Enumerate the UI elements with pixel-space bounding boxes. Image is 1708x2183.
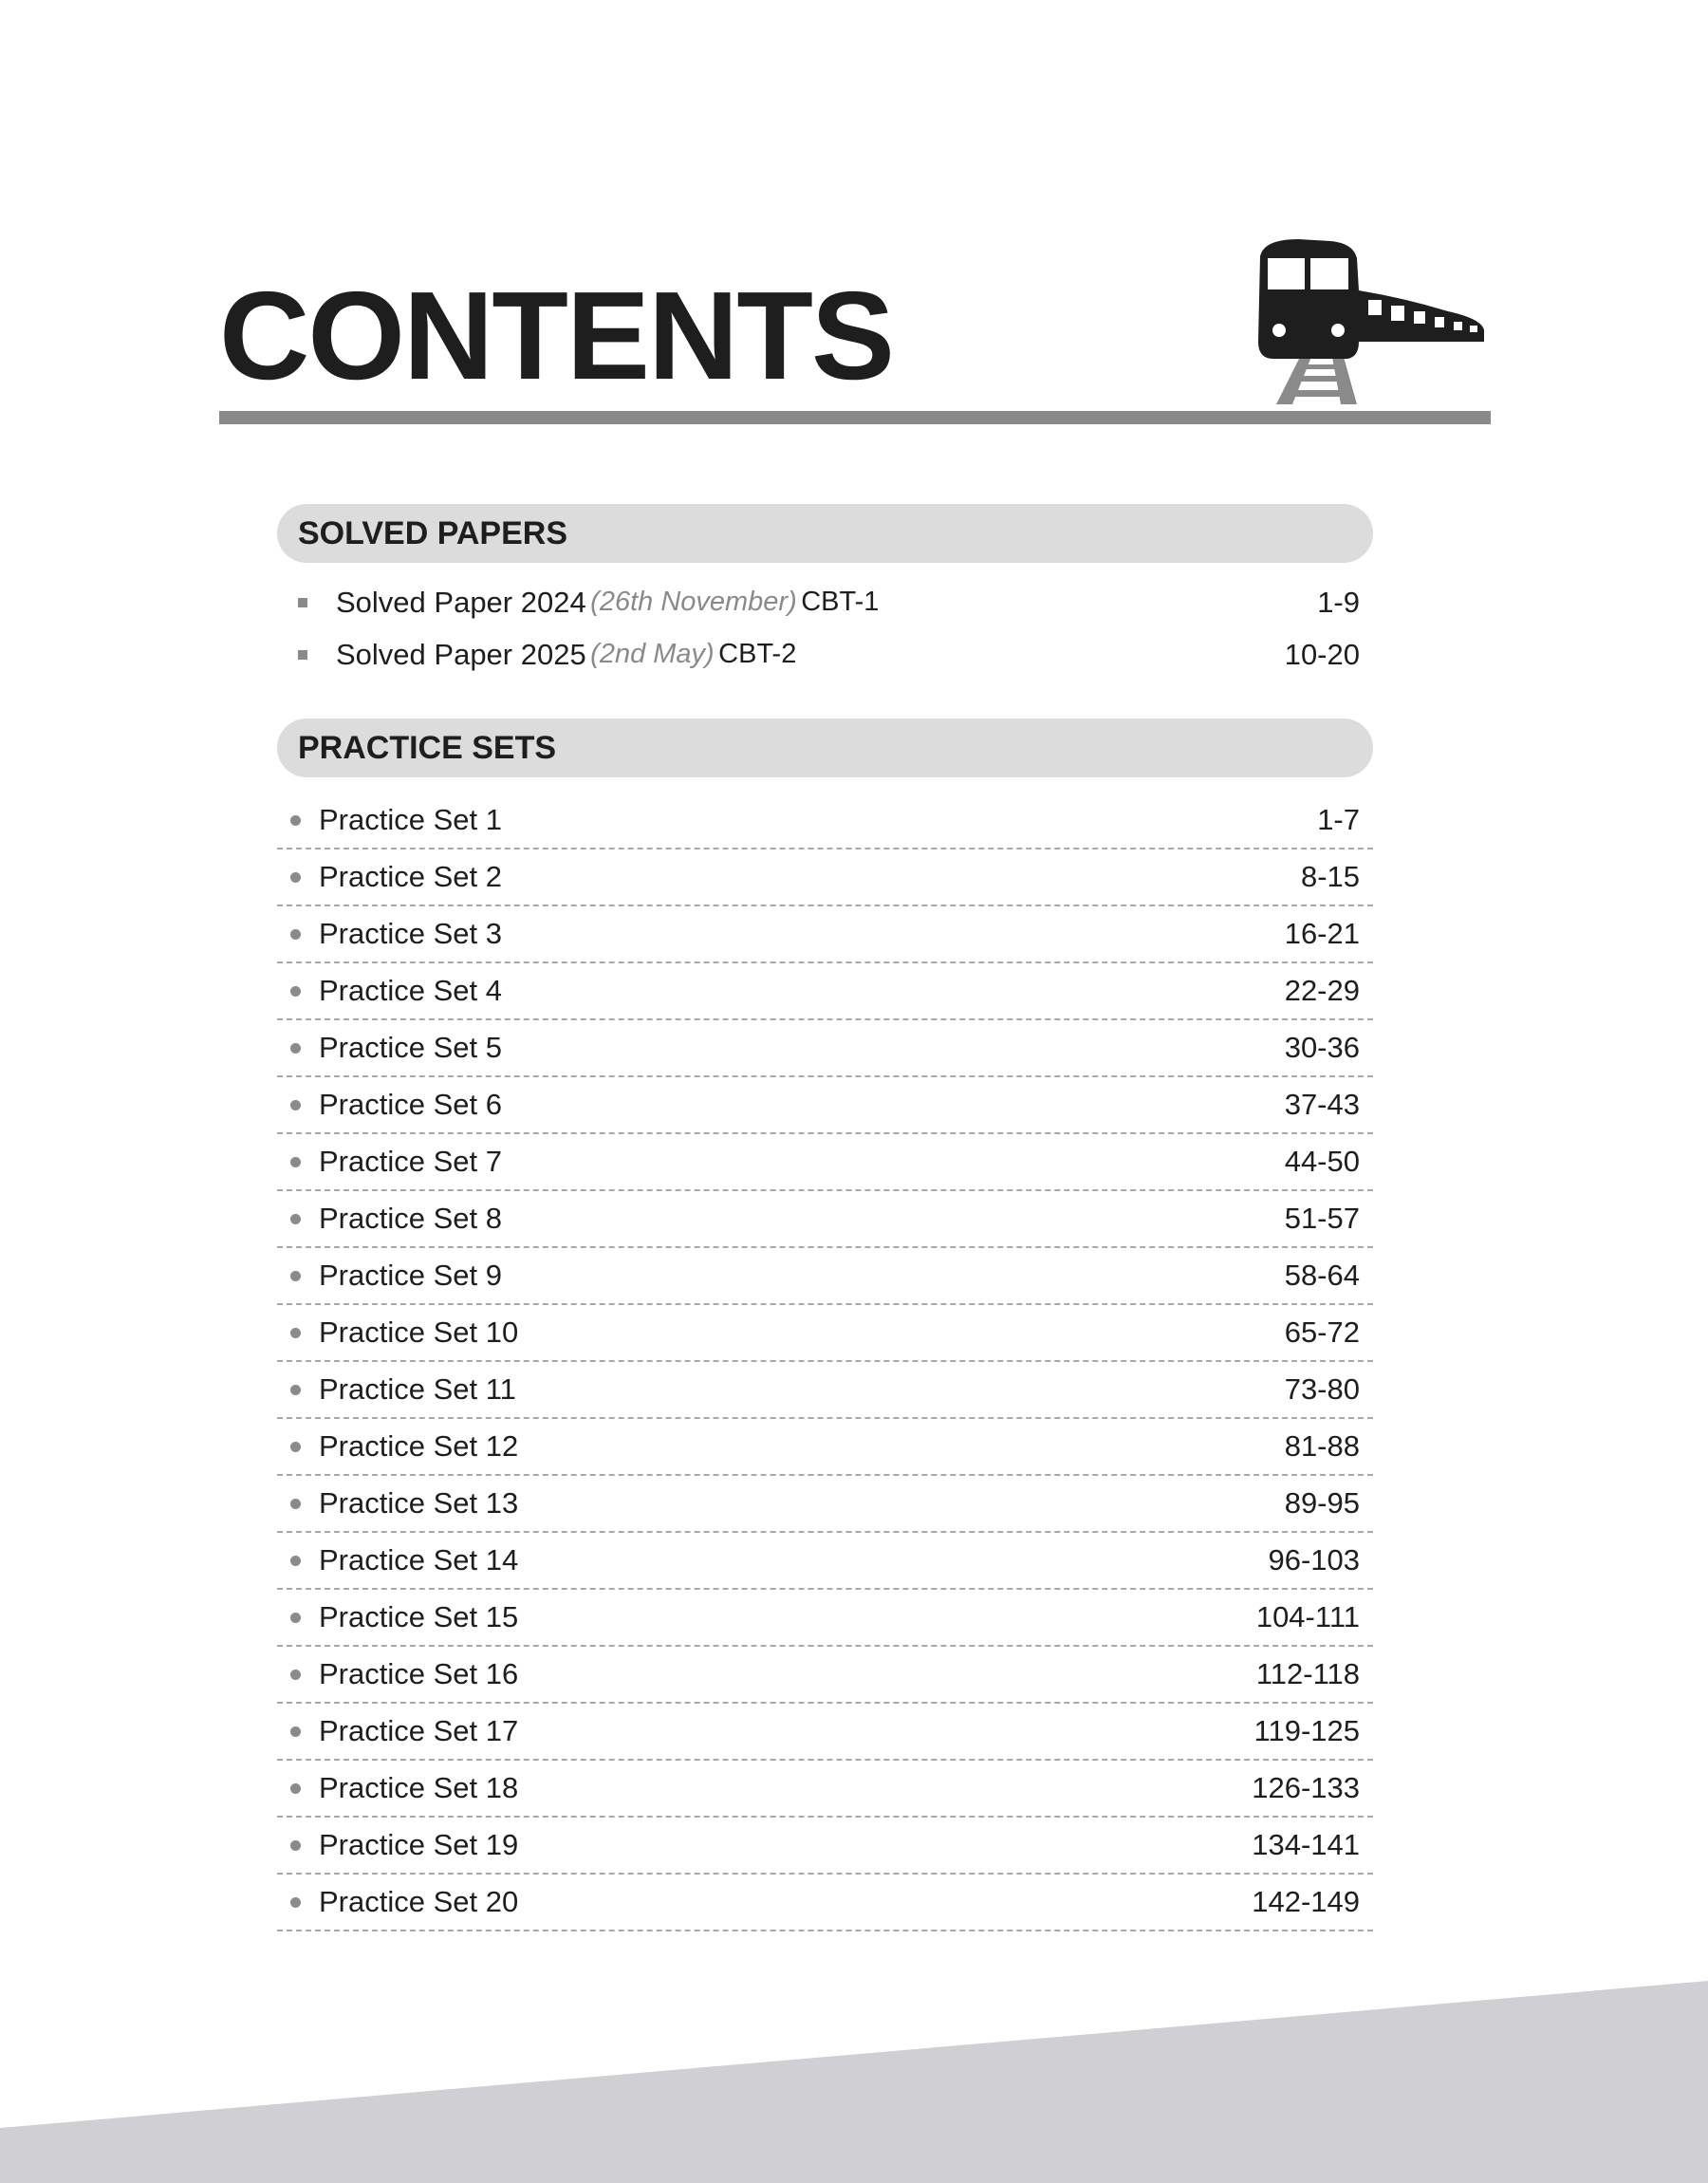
practice-set-pages: 30-36 <box>1284 1031 1360 1064</box>
practice-set-label: Practice Set 1 <box>319 803 502 836</box>
practice-set-row <box>277 906 1373 963</box>
practice-set-row <box>277 849 1373 906</box>
practice-set-label: Practice Set 19 <box>319 1828 519 1861</box>
dot-bullet-icon <box>290 1726 301 1737</box>
practice-set-row <box>277 1020 1373 1077</box>
solved-papers-section <box>277 504 1373 681</box>
practice-set-label: Practice Set 20 <box>319 1885 519 1918</box>
solved-papers-header <box>277 504 1373 563</box>
solved-paper-label: Solved Paper 2024 <box>336 585 586 619</box>
practice-set-pages: 65-72 <box>1284 1315 1360 1349</box>
practice-set-label: Practice Set 15 <box>319 1600 519 1633</box>
practice-set-row <box>277 1248 1373 1305</box>
practice-set-pages: 58-64 <box>1284 1259 1360 1292</box>
practice-set-label: Practice Set 17 <box>319 1714 519 1747</box>
practice-set-row <box>277 963 1373 1020</box>
square-bullet-icon <box>298 650 307 660</box>
dot-bullet-icon <box>290 815 301 826</box>
practice-sets-section <box>277 718 1373 1931</box>
practice-set-row <box>277 1305 1373 1362</box>
dot-bullet-icon <box>290 1499 301 1509</box>
practice-set-pages: 126-133 <box>1252 1771 1360 1804</box>
practice-set-label: Practice Set 12 <box>319 1429 519 1463</box>
dot-bullet-icon <box>290 1328 301 1338</box>
practice-set-row <box>277 1134 1373 1191</box>
solved-paper-row <box>277 576 1373 628</box>
solved-papers-heading: SOLVED PAPERS <box>298 514 568 551</box>
practice-set-label: Practice Set 2 <box>319 860 502 893</box>
practice-set-row <box>277 1875 1373 1931</box>
practice-set-row <box>277 1077 1373 1134</box>
practice-set-label: Practice Set 13 <box>319 1486 519 1520</box>
practice-set-label: Practice Set 10 <box>319 1315 519 1349</box>
dot-bullet-icon <box>290 1783 301 1794</box>
practice-set-pages: 51-57 <box>1284 1202 1360 1235</box>
practice-set-pages: 142-149 <box>1252 1885 1360 1918</box>
page-title: CONTENTS <box>219 266 893 405</box>
practice-set-row <box>277 1590 1373 1647</box>
solved-paper-pages: 10-20 <box>1284 637 1360 671</box>
practice-set-label: Practice Set 11 <box>319 1372 516 1406</box>
solved-paper-row <box>277 628 1373 681</box>
dot-bullet-icon <box>290 1840 301 1851</box>
solved-paper-pages: 1-9 <box>1317 585 1360 619</box>
practice-sets-heading: PRACTICE SETS <box>298 729 557 766</box>
practice-set-label: Practice Set 9 <box>319 1259 502 1292</box>
dot-bullet-icon <box>290 1670 301 1680</box>
practice-set-row <box>277 793 1373 849</box>
title-rule <box>219 411 1491 424</box>
practice-set-pages: 96-103 <box>1268 1543 1360 1577</box>
practice-set-row <box>277 1761 1373 1818</box>
dot-bullet-icon <box>290 1613 301 1623</box>
practice-set-row <box>277 1647 1373 1704</box>
dot-bullet-icon <box>290 1271 301 1281</box>
practice-sets-list <box>277 793 1373 1931</box>
practice-set-row <box>277 1419 1373 1476</box>
dot-bullet-icon <box>290 1442 301 1452</box>
solved-paper-suffix: CBT-1 <box>801 587 880 617</box>
solved-paper-edition: (26th November) <box>590 587 797 617</box>
practice-set-row <box>277 1476 1373 1533</box>
practice-set-pages: 89-95 <box>1284 1486 1360 1520</box>
practice-set-label: Practice Set 6 <box>319 1088 502 1121</box>
practice-set-label: Practice Set 14 <box>319 1543 519 1577</box>
practice-set-pages: 104-111 <box>1255 1600 1360 1633</box>
practice-set-label: Practice Set 18 <box>319 1771 519 1804</box>
dot-bullet-icon <box>290 1385 301 1395</box>
practice-set-label: Practice Set 5 <box>319 1031 502 1064</box>
practice-set-row <box>277 1191 1373 1248</box>
practice-set-pages: 73-80 <box>1284 1372 1360 1406</box>
practice-set-label: Practice Set 16 <box>319 1657 519 1690</box>
practice-set-pages: 22-29 <box>1284 974 1360 1007</box>
practice-set-label: Practice Set 8 <box>319 1202 502 1235</box>
square-bullet-icon <box>298 598 307 607</box>
dot-bullet-icon <box>290 872 301 883</box>
practice-set-pages: 81-88 <box>1284 1429 1360 1463</box>
dot-bullet-icon <box>290 929 301 940</box>
practice-set-row <box>277 1533 1373 1590</box>
practice-set-pages: 112-118 <box>1255 1657 1360 1690</box>
dot-bullet-icon <box>290 1043 301 1054</box>
practice-sets-header <box>277 718 1373 777</box>
solved-paper-label: Solved Paper 2025 <box>336 637 586 671</box>
dot-bullet-icon <box>290 1214 301 1224</box>
practice-set-row <box>277 1818 1373 1875</box>
practice-set-pages: 8-15 <box>1300 860 1360 893</box>
train-icon <box>1224 235 1490 406</box>
practice-set-pages: 37-43 <box>1284 1088 1360 1121</box>
solved-paper-suffix: CBT-2 <box>718 639 797 669</box>
practice-set-pages: 16-21 <box>1284 917 1360 950</box>
practice-set-pages: 119-125 <box>1253 1714 1360 1747</box>
dot-bullet-icon <box>290 986 301 997</box>
solved-paper-edition: (2nd May) <box>590 639 715 669</box>
practice-set-row <box>277 1704 1373 1761</box>
practice-set-pages: 1-7 <box>1317 803 1360 836</box>
practice-set-pages: 134-141 <box>1252 1828 1360 1861</box>
practice-set-label: Practice Set 7 <box>319 1145 502 1178</box>
practice-set-label: Practice Set 4 <box>319 974 502 1007</box>
practice-set-row <box>277 1362 1373 1419</box>
practice-set-label: Practice Set 3 <box>319 917 502 950</box>
practice-set-pages: 44-50 <box>1284 1145 1360 1178</box>
dot-bullet-icon <box>290 1157 301 1167</box>
dot-bullet-icon <box>290 1100 301 1110</box>
solved-papers-list <box>277 576 1373 681</box>
dot-bullet-icon <box>290 1897 301 1908</box>
dot-bullet-icon <box>290 1556 301 1566</box>
